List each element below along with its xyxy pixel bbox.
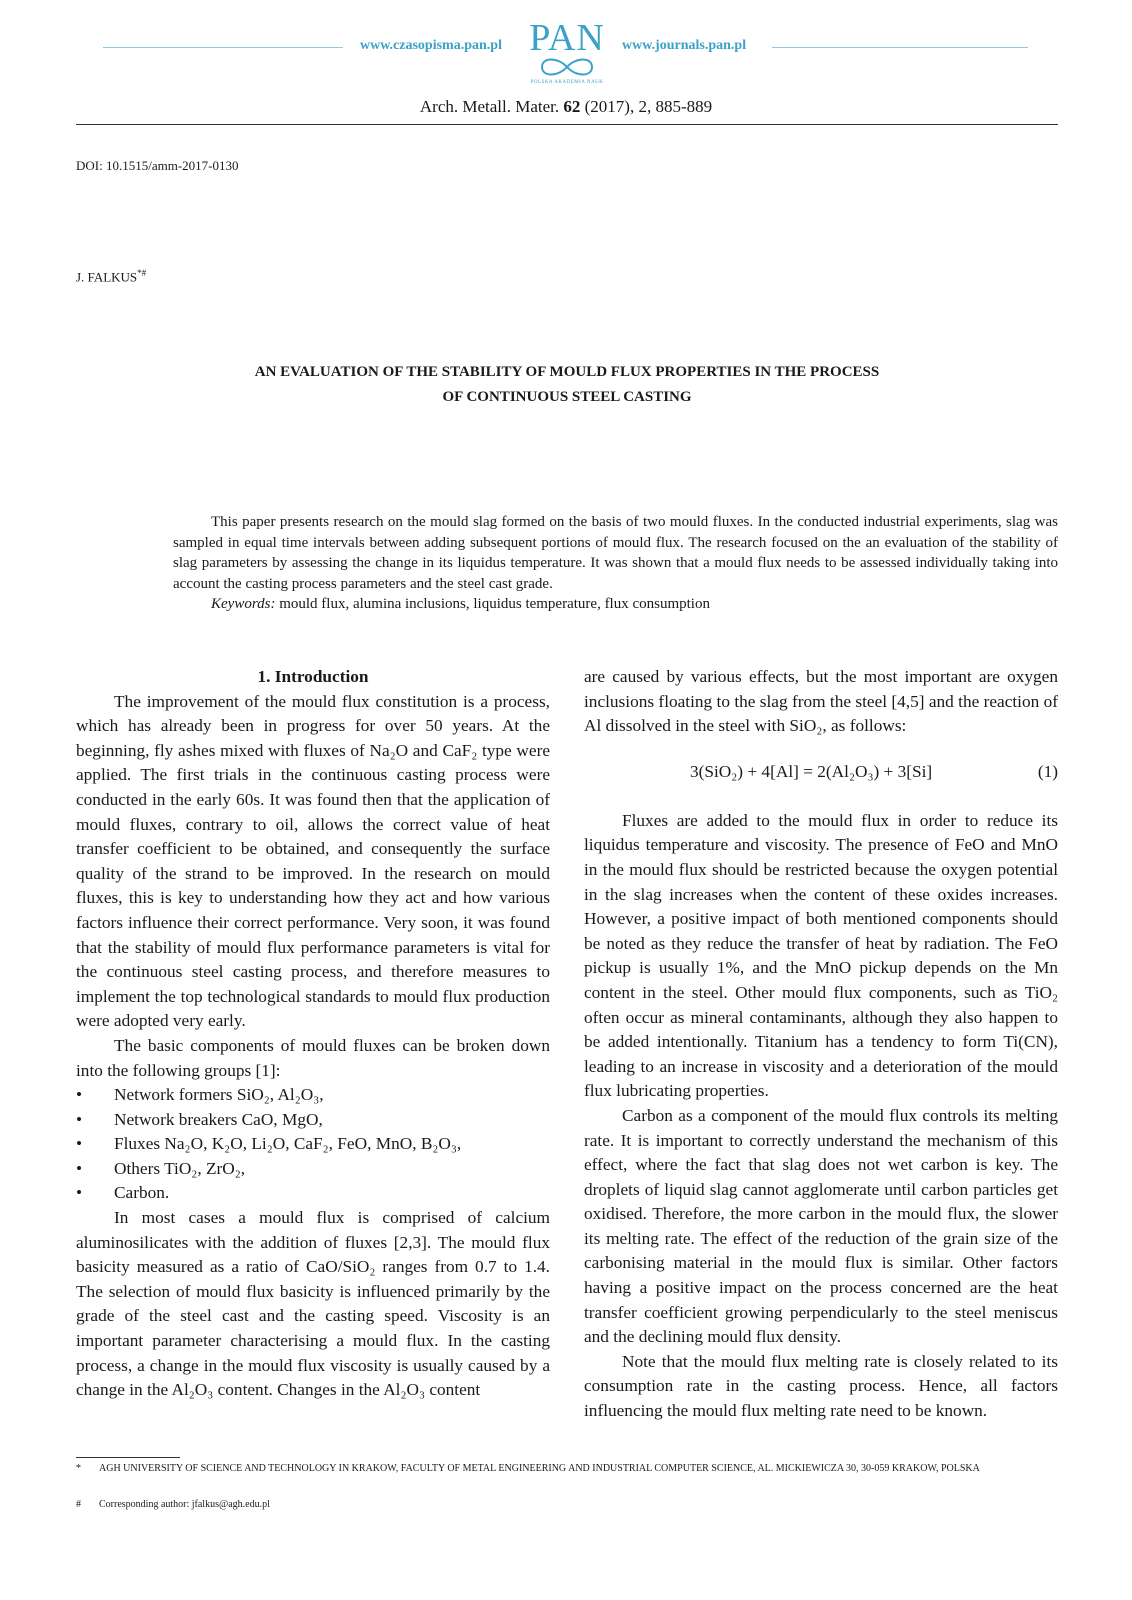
component-groups-list [76, 1083, 550, 1206]
footnote-mark: # [76, 1499, 81, 1510]
footnote-rule [76, 1457, 180, 1458]
bullet-icon: • [76, 1134, 83, 1154]
bullet-icon: • [76, 1109, 83, 1129]
header-rule [76, 124, 1058, 125]
abstract [173, 512, 1058, 615]
paper-title-line-2: OF CONTINUOUS STEEL CASTING [442, 389, 692, 405]
journal-issue-pages: (2017), 2, 885-889 [584, 97, 713, 116]
header-divider-right [772, 47, 1028, 48]
author [76, 268, 146, 285]
footnote-text: AGH UNIVERSITY OF SCIENCE AND TECHNOLOGY IN KRAKOW, FACULTY OF METAL ENGINEERING AND INDUSTRIAL COMPUTER SCIENCE, AL. MICKIEWICZA 30, 30-059 KRAKOW, POLSKA [99, 1463, 980, 1474]
intro-paragraph-5: Fluxes are added to the mould flux in order to reduce its liquidus temperature and viscosity. The presence of FeO and MnO in the mould flux should be restricted because the oxygen potential in the slag increases when the content of these oxides increases. However, a positive impact of both mentioned components should be noted as they reduce the transfer of heat by radiation. The FeO pickup is usually 1%, and the MnO pickup depends on the Mn content in the steel. Other mould flux components, such as TiO₂ often occur as mineral contaminants, although they also happen to be added intentionally. Titanium has a tendency to form Ti(CN), leading to an increase in viscosity and a deterioration of the mould flux lubricating properties. [584, 810, 1058, 1101]
intro-paragraph-4: are caused by various effects, but the most important are oxygen inclusions floating to the slag from the steel [4,5] and the reaction of Al dissolved in the steel with SiO₂, as follows: [584, 667, 1058, 736]
author-affiliation-marks: *# [137, 268, 147, 278]
journal-volume: 62 [563, 97, 581, 116]
bullet-icon: • [76, 1158, 83, 1178]
body-column-right [584, 665, 1058, 1424]
doi: DOI: 10.1515/amm-2017-0130 [76, 158, 239, 173]
paper-title [76, 360, 1058, 410]
list-item: • Others TiO₂, ZrO₂, [76, 1157, 550, 1182]
equation-body: 3(SiO₂) + 4[Al] = 2(Al₂O₃) + 3[Si] [690, 761, 933, 781]
section-heading-introduction: 1. Introduction [257, 667, 369, 686]
list-item: • Network formers SiO₂, Al₂O₃, [76, 1083, 550, 1108]
footnote-corresponding-author [76, 1498, 1058, 1511]
journal-portal-link-journals[interactable]: www.journals.pan.pl [622, 38, 747, 53]
list-item: • Fluxes Na₂O, K₂O, Li₂O, CaF₂, FeO, MnO, B₂O₃, [76, 1132, 550, 1157]
footnote-mark: * [76, 1463, 81, 1474]
intro-paragraph-7: Note that the mould flux melting rate is closely related to its consumption rate in the casting process. Hence, all factors influencing the mould flux melting rate need to be known. [584, 1351, 1058, 1421]
keywords-list: mould flux, alumina inclusions, liquidus temperature, flux consumption [279, 596, 710, 612]
intro-paragraph-1: The improvement of the mould flux constitution is a process, which has already been in progress for over 50 years. At the beginning, fly ashes mixed with fluxes of Na₂O and CaF₂ type were applied. The first trials in the continuous casting process were conducted in the early 60s. It was found then that the application of mould fluxes, contrary to oil, allows the correct value of heat transfer coefficient to be obtained, and consequently the surface quality of the strand to be improved. In the research on mould fluxes, this is key to understanding how they act and how various factors influence their correct performance. Very soon, it was found that the stability of mould flux performance parameters is vital for the continuous steel casting process, and therefore measures to implement the top technological standards to mould flux production were adopted very early. [76, 691, 550, 1031]
keywords [173, 594, 1058, 615]
pan-logo-text: PAN [529, 17, 605, 59]
footnote-affiliation [76, 1462, 1058, 1475]
infinity-swirl-icon [536, 56, 598, 78]
journal-portal-link-czasopisma[interactable]: www.czasopisma.pan.pl [360, 38, 502, 53]
list-item: • Carbon. [76, 1181, 550, 1206]
journal-citation [0, 97, 1132, 117]
equation-number: (1) [1037, 761, 1058, 781]
pan-logo-subtext: POLSKA AKADEMIA NAUK [530, 80, 604, 85]
bullet-icon: • [76, 1183, 83, 1203]
header-divider-left [103, 47, 343, 48]
journal-name: Arch. Metall. Mater. [419, 97, 560, 116]
intro-paragraph-6: Carbon as a component of the mould flux controls its melting rate. It is important to correctly understand the mechanism of this effect, where the fact that slag does not wet carbon is key. The droplets of liquid slag cannot agglomerate until carbon particles get oxidised. Therefore, the more carbon in the mould flux, the slower its melting rate. The effect of the reduction of the grain size of the carbonising material in the mould flux is similar. Other factors having a positive impact on the process concerned are the heat transfer coefficient growing perpendicularly to the steel meniscus and the declining mould flux density. [584, 1105, 1058, 1347]
bullet-icon: • [76, 1085, 83, 1105]
pan-logo [522, 18, 612, 88]
abstract-text: This paper presents research on the mould slag formed on the basis of two mould fluxes. In the conducted industrial experiments, slag was sampled in equal time intervals between adding subsequent portions of mould flux. The research focused on the an evaluation of the stability of slag parameters by assessing the change in its liquidus temperature. It was shown that a mould flux needs to be assessed individually taking into account the casting process parameters and the steel cast grade. [173, 514, 1058, 592]
intro-paragraph-2: The basic components of mould fluxes can be broken down into the following groups [1]: [76, 1035, 550, 1080]
keywords-label: Keywords: [211, 596, 276, 612]
paper-title-line-1: AN EVALUATION OF THE STABILITY OF MOULD FLUX PROPERTIES IN THE PROCESS [254, 364, 880, 380]
body-column-left [76, 665, 550, 1403]
list-item: • Network breakers CaO, MgO, [76, 1108, 550, 1133]
equation-1 [584, 739, 1058, 809]
author-name: J. FALKUS [76, 269, 138, 285]
intro-paragraph-3: In most cases a mould flux is comprised of calcium aluminosilicates with the addition of fluxes [2,3]. The mould flux basicity measured as a ratio of CaO/SiO₂ ranges from 0.7 to 1.4. The selection of mould flux basicity is influenced primarily by the grade of the steel cast and the casting speed. Viscosity is an important parameter characterising a mould flux. In the casting process, a change in the mould flux viscosity is usually caused by a change in the Al₂O₃ content. Changes in the Al₂O₃ content [76, 1208, 550, 1400]
footnote-text: Corresponding author: jfalkus@agh.edu.pl [99, 1499, 270, 1510]
